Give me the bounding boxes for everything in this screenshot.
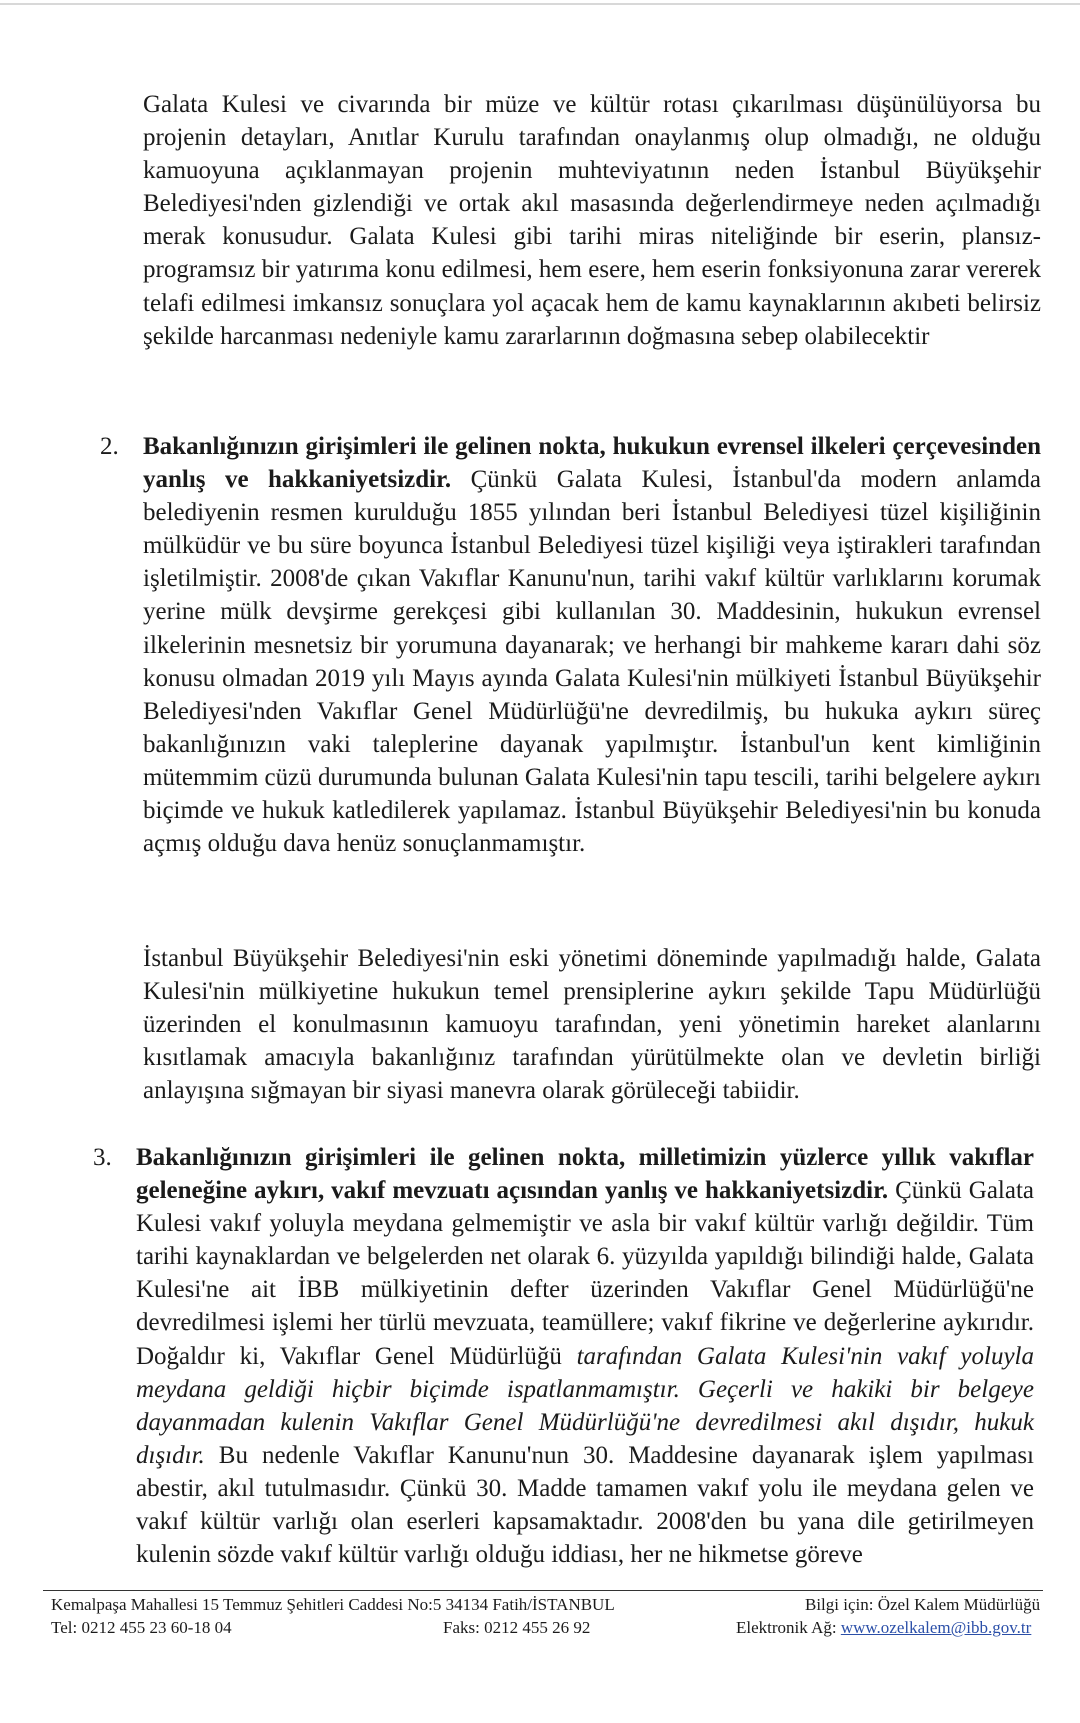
footer-electronic-network [736,1617,1031,1638]
footer-info-contact: Bilgi için: Özel Kalem Müdürlüğü [805,1595,1041,1614]
list-item-3-italic: tarafından Galata Kulesi'nin vakıf yoluyla meydana geldiği hiçbir biçimde ispatlanmamıştır. Geçerli ve hakiki bir belgeye dayanmadan kulenin Vakıflar Genel Müdürlüğü'ne devredilmesi akıl dışıdır, hukuk dışıdır. [136,1342,1034,1469]
list-item-2-bold-heading: Bakanlığınızın girişimleri ile gelinen nokta, hukukun evrensel ilkeleri çerçevesinden yanlış ve hakkaniyetsizdir. [143,433,1041,494]
list-item-3-bold-heading: Bakanlığınızın girişimleri ile gelinen nokta, milletimizin yüzlerce yıllık vakıflar geleneğine aykırı, vakıf mevzuatı açısından yanlış ve hakkaniyetsizdir. [136,1144,1034,1205]
footer-fax: Faks: 0212 455 26 92 [443,1618,591,1637]
footer-network-link[interactable]: www.ozelkalem@ibb.gov.tr [840,1618,1032,1637]
footer-address: Kemalpaşa Mahallesi 15 Temmuz Şehitleri Caddesi No:5 34134 Fatih/İSTANBUL [51,1595,615,1614]
footer-network-label: Elektronik Ağ: [736,1618,841,1637]
footer-telephone: Tel: 0212 455 23 60-18 04 [51,1618,232,1637]
list-item-2 [100,430,1042,860]
footer-divider [43,1590,1043,1591]
list-item-3 [93,1141,1043,1571]
list-number-2: 2. [100,433,119,460]
list-item-2-body: Çünkü Galata Kulesi, İstanbul'da modern anlamda belediyenin resmen kurulduğu 1855 yılından beri İstanbul Belediyesi tüzel kişiliğinin mülküdür ve bu süre boyunca İstanbul Belediyesi tüzel kişiliği veya iştirakleri tarafından işletilmiştir. 2008'de çıkan Vakıflar Kanunu'nun, tarihi vakıf kültür varlıklarını korumak yerine mülk devşirme gerekçesi gibi kullanılan 30. Maddesinin, hukukun evrensel ilkelerinin mesnetsiz bir yorumuna dayanarak; ve herhangi bir mahkeme kararı dahi söz konusu olmadan 2019 yılı Mayıs ayında Galata Kulesi'nin mülkiyeti İstanbul Büyükşehir Belediyesi'nden Vakıflar Genel Müdürlüğü'ne devredilmiş, bu hukuka aykırı süreç bakanlığınızın vaki taleplerine dayanak yapılmıştır. İstanbul'un kent kimliğinin mütemmim cüzü durumunda bulunan Galata Kulesi'nin tapu tescili, tarihi belgelere aykırı biçimde ve hukuk katledilerek yapılamaz. İstanbul Büyükşehir Belediyesi'nin bu konuda açmış olduğu dava henüz sonuçlanmamıştır. [143,466,1042,858]
list-item-3-body-2: Bu nedenle Vakıflar Kanunu'nun 30. Maddesine dayanarak işlem yapılması abestir, akıl tutulmasıdır. Çünkü 30. Madde tamamen vakıf yolu ile meydana gelen ve vakıf kültür varlığı olan eserleri kapsamaktadır. 2008'den bu yana dile getirilmeyen kulenin sözde vakıf kültür varlığı olduğu iddiası, her ne hikmetse göreve [136,1441,1034,1569]
paragraph-ibb-ownership: İstanbul Büyükşehir Belediyesi'nin eski yönetimi döneminde yapılmadığı halde, Galata Kulesi'nin mülkiyetine hukukun temel prensiplerine aykırı şekilde Tapu Müdürlüğü üzerinden el konulmasının kamuoyu tarafından, yeni yönetimin hareket alanlarını kısıtlamak amacıyla bakanlığınız tarafından yürütülmekte olan ve devletin birliği anlayışına sığmayan bir siyasi manevra olarak görüleceği tabiidir. [143,945,1041,1105]
list-item-3-body-1: Çünkü Galata Kulesi vakıf yoluyla meydana gelmemiştir ve asla bir vakıf kültür varlığı değildir. Tüm tarihi kaynaklardan ve belgelerden net olarak 6. yüzyılda yapıldığı bilindiği halde, Galata Kulesi'ne ait İBB mülkiyetinin defter üzerinden Vakıflar Genel Müdürlüğü'ne devredilmesi işlemi her türlü mevzuata, teamüllere; vakıf fikrine ve değerlerine aykırıdır. Doğaldır ki, Vakıflar Genel Müdürlüğü [136,1177,1035,1370]
list-number-3: 3. [93,1144,112,1171]
paragraph-galata-museum-project: Galata Kulesi ve civarında bir müze ve kültür rotası çıkarılması düşünülüyorsa bu projenin detayları, Anıtlar Kurulu tarafından onaylanmış olup olmadığı, ne olduğu kamuoyuna açıklanmayan projenin muhteviyatının neden İstanbul Büyükşehir Belediyesi'nden gizlendiği ve ortak akıl masasında değerlendirmeye neden açılmadığı merak konusudur. Galata Kulesi gibi tarihi miras niteliğinde bir eserin, plansız-programsız bir yatırıma konu edilmesi, hem esere, hem eserin fonksiyonuna zarar vererek telafi edilmesi imkansız sonuçlara yol açacak hem de kamu kaynaklarının akıbeti belirsiz şekilde harcanması nedeniyle kamu zararlarının doğmasına sebep olabilecektir [143,91,1041,350]
list-item-3-text [136,1141,1034,1571]
list-item-2-text [143,430,1041,860]
